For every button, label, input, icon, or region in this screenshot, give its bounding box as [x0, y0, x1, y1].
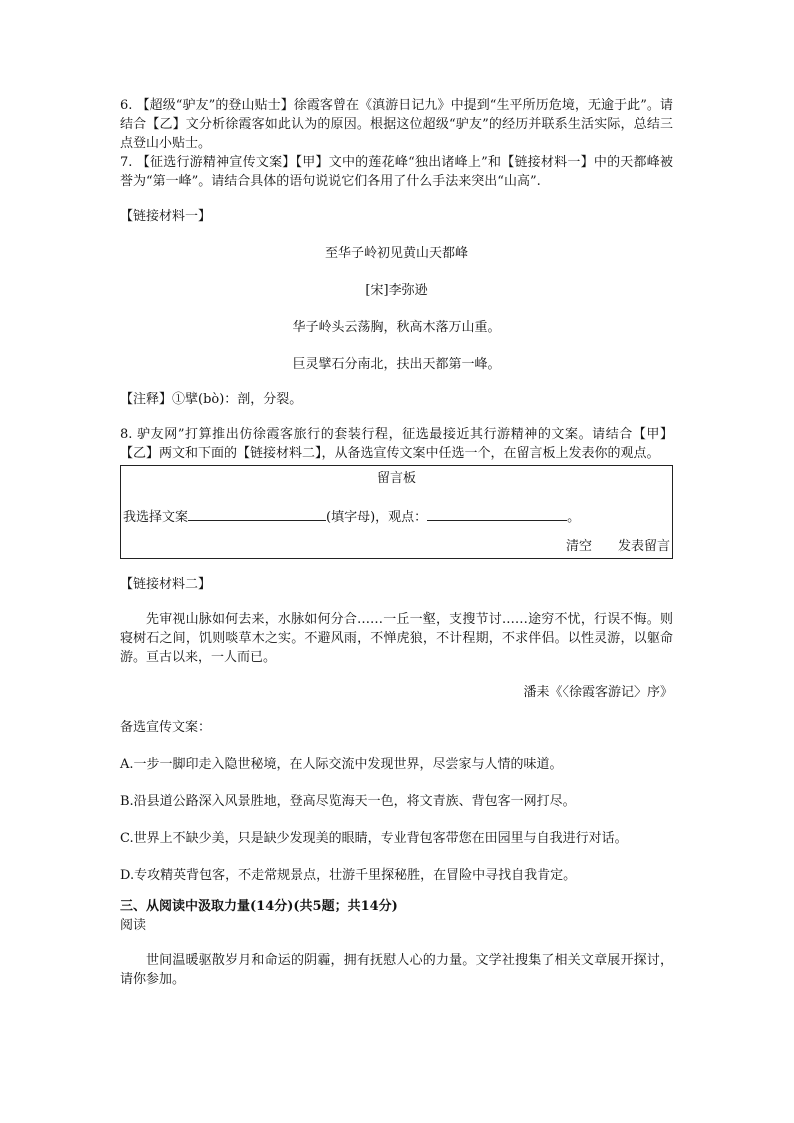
link-material-1-heading: 【链接材料一】 — [120, 209, 212, 224]
link-material-2-text: 先审视山脉如何去来，水脉如何分合……一丘一壑，支搜节讨……途穷不忧，行误不悔。则寝树石之间，饥则啖草木之实。不避风雨，不惮虎狼，不计程期，不求伴侣。以性灵游，以躯命游。亘古以来，一人而已。 — [120, 612, 673, 665]
post-message-button[interactable]: 发表留言 — [617, 539, 670, 554]
clear-button[interactable]: 清空 — [565, 539, 592, 554]
message-board-buttons — [540, 537, 670, 556]
link-material-2-heading: 【链接材料二】 — [120, 577, 212, 592]
option-b: B.沿县道公路深入风景胜地，登高尽览海天一色，将文青族、背包客一网打尽。 — [120, 794, 576, 809]
question-7: 7. 【征选行游精神宣传文案】【甲】文中的莲花峰“独出诸峰上”和【链接材料一】中的天都峰被誉为“第一峰”。请结合具体的语句说说它们各用了什么手法来突出“山高”. — [120, 155, 673, 189]
document-page — [120, 96, 673, 989]
link-material-2-source: 潘耒《〈徐霞客游记〉序》 — [523, 685, 673, 700]
reading-intro: 世间温暖驱散岁月和命运的阴霾，拥有抚慰人心的力量。文学社搜集了相关文章展开探讨，请你参加。 — [120, 953, 673, 987]
fill-hint: (填字母)，观点： — [326, 510, 428, 525]
poem-author: [宋]李弥逊 — [365, 283, 428, 298]
option-d: D.专攻精英背包客，不走常规景点，壮游千里探秘胜，在冒险中寻找自我肯定。 — [120, 868, 577, 883]
annotation-note: 【注释】①擘(bò)：剖，分裂。 — [120, 392, 303, 407]
poem-line-2: 巨灵擘石分南北，扶出天都第一峰。 — [292, 357, 501, 372]
question-8: 8. 驴友网”打算推出仿徐霞客旅行的套装行程，征选最接近其行游精神的文案。请结合【甲】【乙】两文和下面的【链接材料二】，从备选宣传文案中任选一个，在留言板上发表你的观点。 — [120, 427, 673, 461]
option-a: A.一步一脚印走入隐世秘境，在人际交流中发现世界，尽尝家与人情的味道。 — [120, 757, 563, 772]
message-board — [120, 465, 673, 559]
message-board-title: 留言板 — [376, 471, 416, 486]
end-mark: 。 — [567, 510, 581, 525]
choice-input[interactable] — [188, 506, 326, 521]
message-board-form — [123, 506, 580, 527]
reading-label: 阅读 — [120, 918, 147, 933]
section-3-title: 三、从阅读中汲取力量(14分)(共5题；共14分) — [120, 899, 398, 914]
poem-title: 至华子岭初见黄山天都峰 — [324, 246, 468, 261]
question-6: 6. 【超级“驴友”的登山贴士】徐霞客曾在《滇游日记九》中提到“生平所历危境，无逾于此”。请结合【乙】文分析徐霞客如此认为的原因。根据这位超级“驴友”的经历并联系生活实际，总结三点登山小贴士。 — [120, 98, 673, 151]
poem-line-1: 华子岭头云荡胸，秋高木落万山重。 — [292, 320, 501, 335]
choose-label: 我选择文案 — [123, 510, 189, 525]
opinion-input[interactable] — [427, 506, 567, 521]
options-heading: 备选宣传文案： — [120, 720, 212, 735]
option-c: C.世界上不缺少美，只是缺少发现美的眼睛，专业背包客带您在田园里与自我进行对话。 — [120, 831, 628, 846]
